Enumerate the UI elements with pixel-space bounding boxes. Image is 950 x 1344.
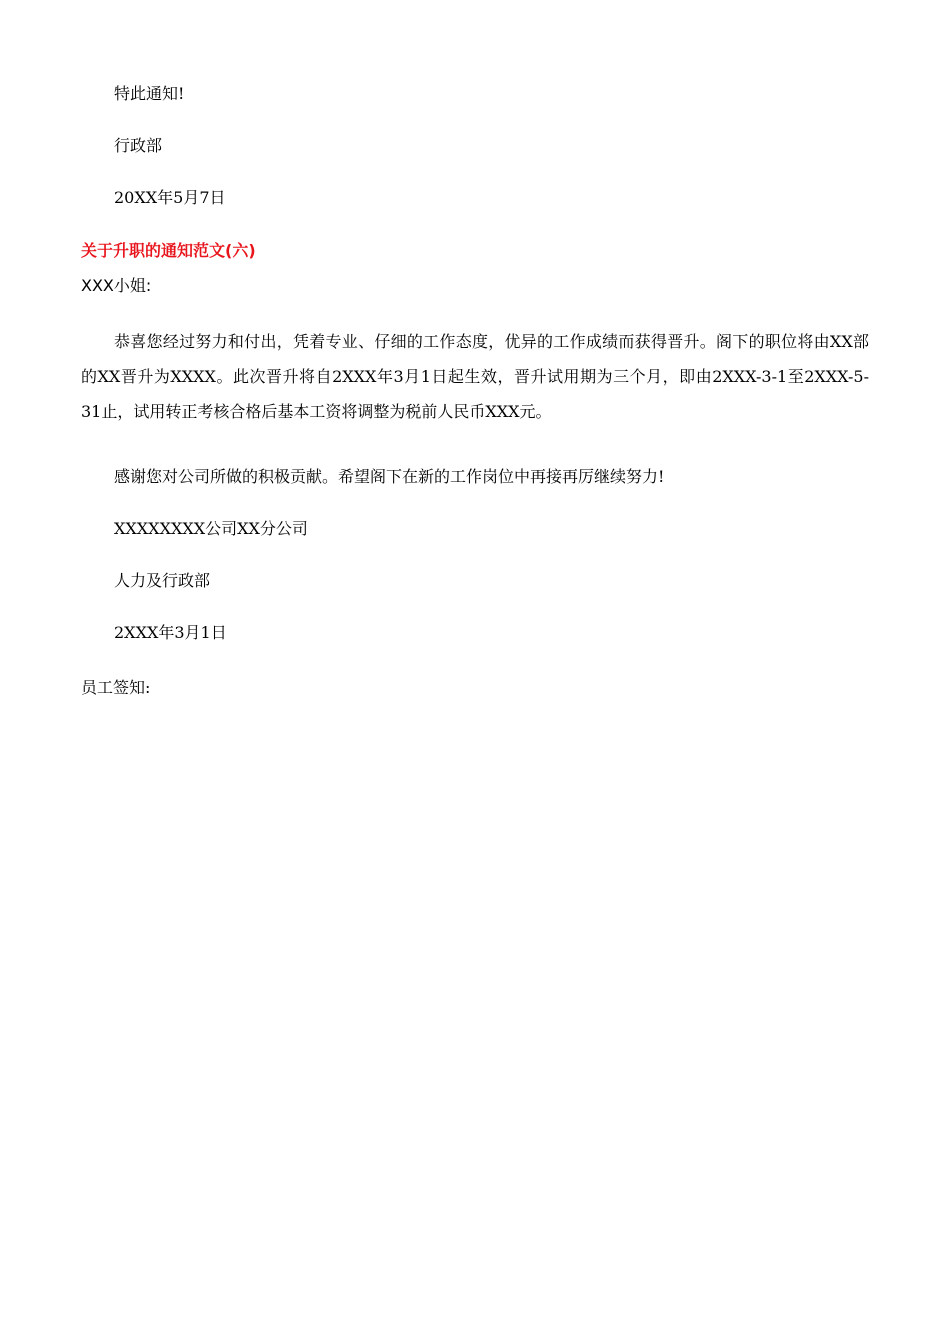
body-paragraph-2: 感谢您对公司所做的积极贡献。希望阁下在新的工作岗位中再接再厉继续努力! xyxy=(114,467,665,486)
notice-closing: 特此通知! xyxy=(114,84,185,103)
signature-department: 人力及行政部 xyxy=(114,571,211,590)
body-paragraph-1: 恭喜您经过努力和付出，凭着专业、仔细的工作态度，优异的工作成绩而获得晋升。阁下的职位将由XX部的XX晋升为XXXX。此次晋升将自2XXX年3月1日起生效，晋升试用期为三个月，即由2XXX-3-1至2XXX-5-31止，试用转正考核合格后基本工资将调整为税前人民币XXX元。 xyxy=(81,332,869,421)
signature-date: 2XXX年3月1日 xyxy=(114,623,227,642)
signature-company: XXXXXXXX公司XX分公司 xyxy=(114,519,308,538)
employee-sign-label: 员工签知: xyxy=(81,678,151,697)
issue-date: 20XX年5月7日 xyxy=(114,188,226,207)
section-title: 关于升职的通知范文(六) xyxy=(81,241,256,260)
salutation: XXX小姐: xyxy=(81,276,152,295)
issuing-department: 行政部 xyxy=(114,136,163,155)
